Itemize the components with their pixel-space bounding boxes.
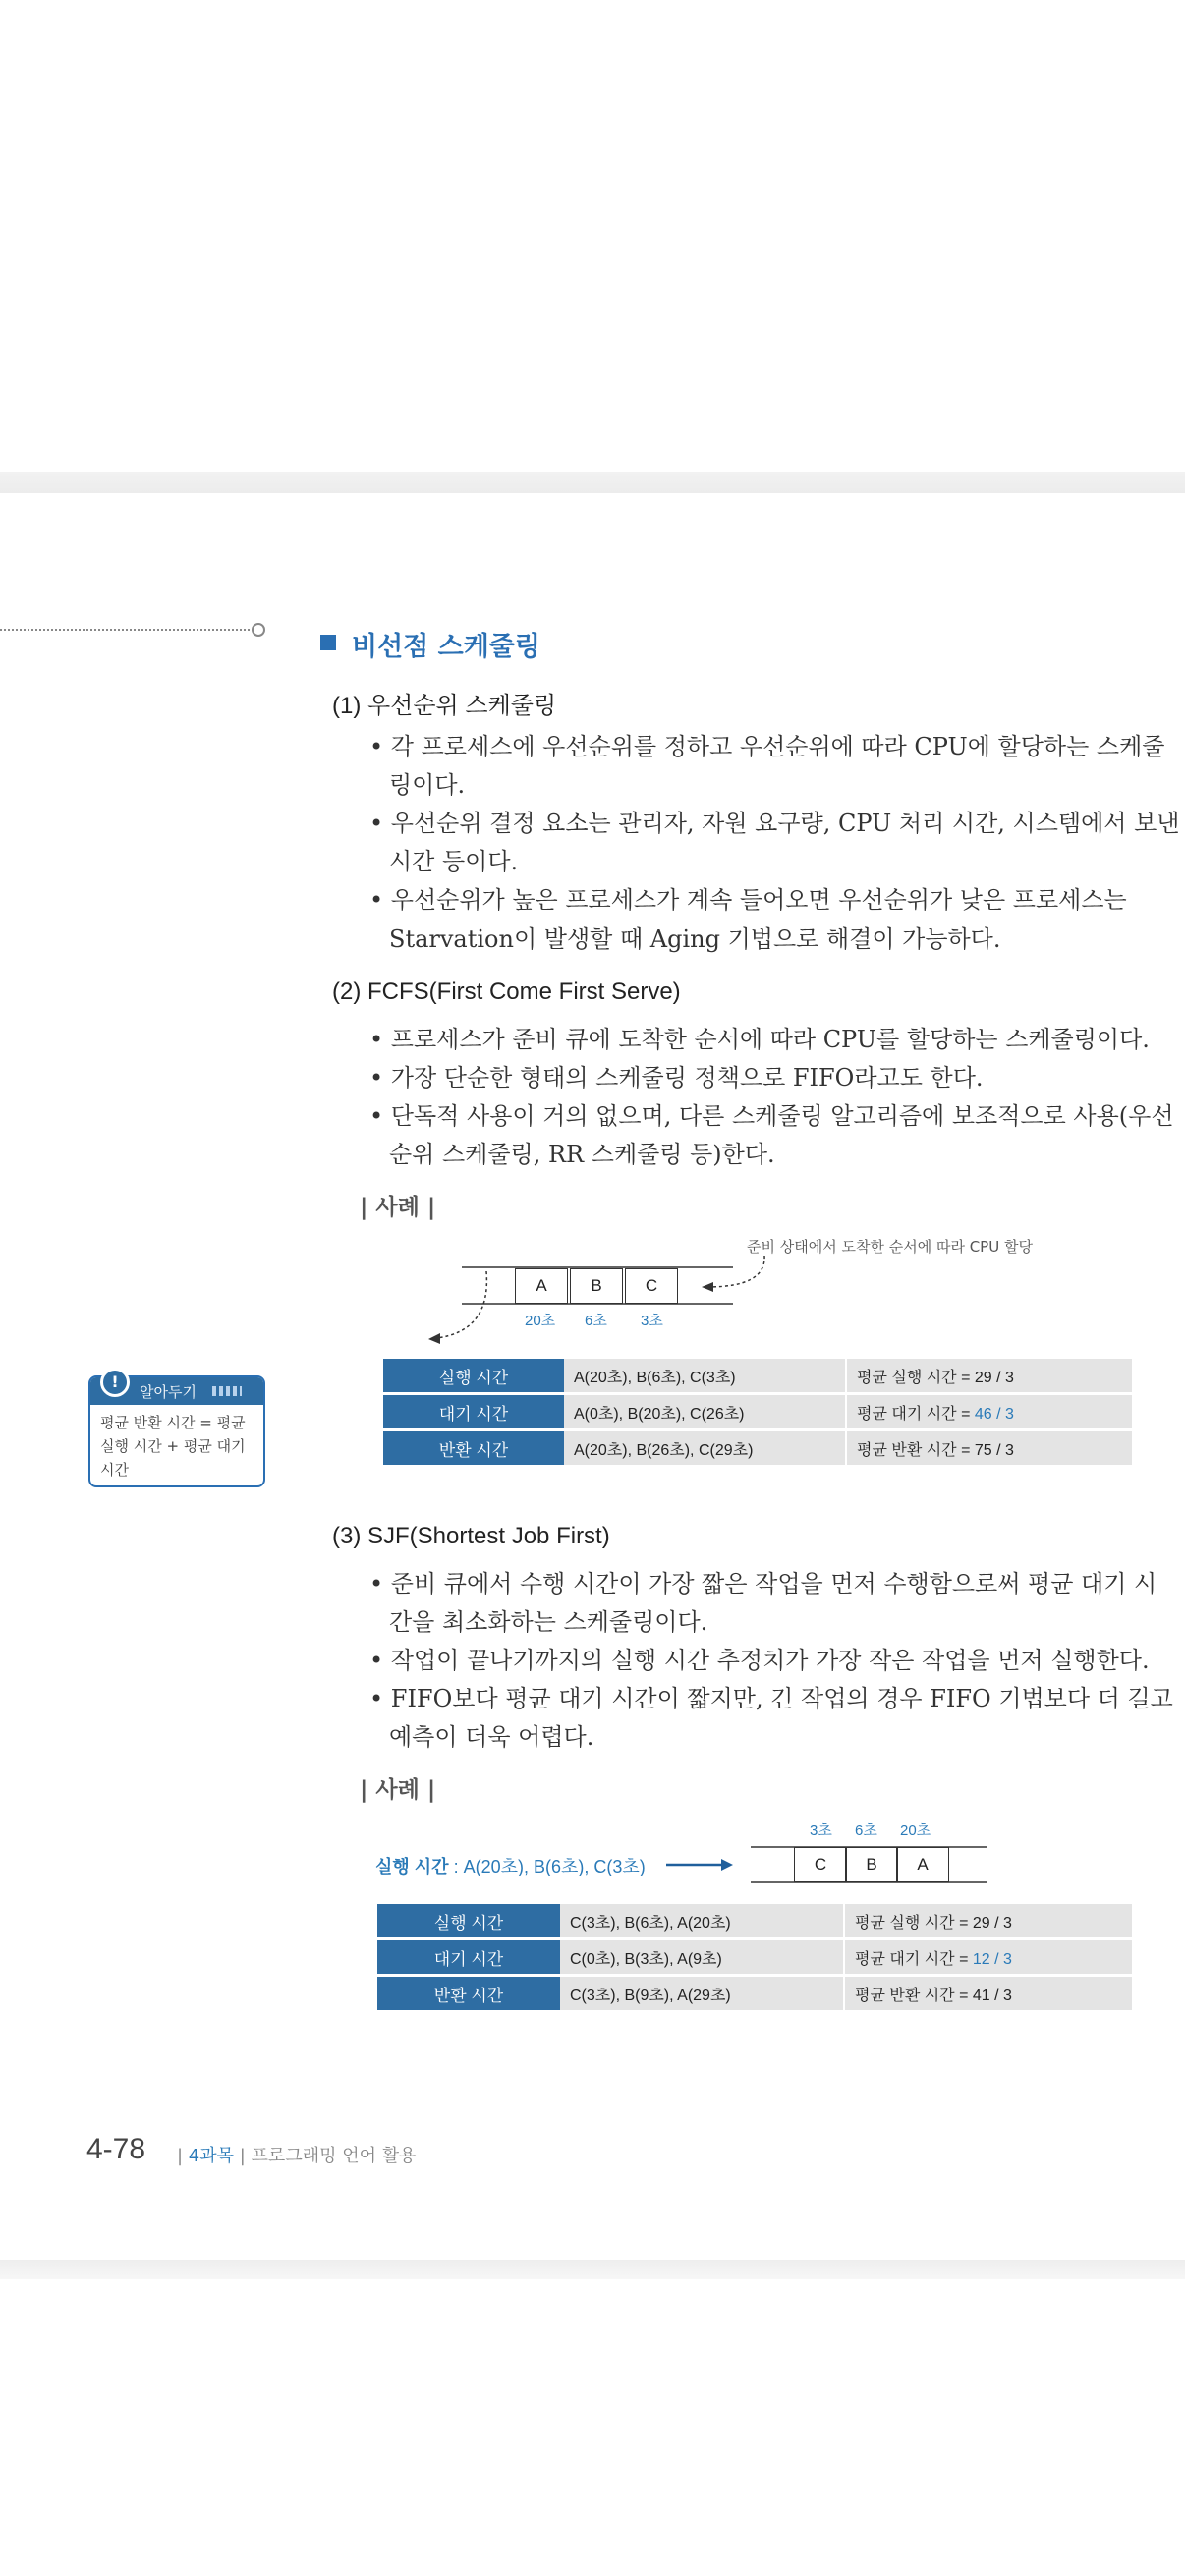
fcfs-bullet-3: • 단독적 사용이 거의 없으며, 다른 스케줄링 알고리즘에 보조적으로 사용(우선 — [369, 1102, 1174, 1130]
row-average: 평균 반환 시간 = 41 / 3 — [845, 1977, 1132, 2010]
row-values: C(3초), B(9초), A(29초) — [560, 1977, 845, 2010]
row-header: 실행 시간 — [377, 1904, 560, 1937]
row-values: A(20초), B(6초), C(3초) — [564, 1359, 847, 1392]
priority-bullet-1-cont: 링이다. — [389, 771, 466, 799]
top-margin — [0, 0, 1185, 486]
page-edge-top — [0, 472, 1185, 493]
fcfs-heading: (2) FCFS(First Come First Serve) — [332, 979, 681, 1005]
tip-text: 평균 반환 시간 = 평균 실행 시간 + 평균 대기 시간 — [100, 1414, 246, 1479]
dotted-leader-line — [0, 629, 254, 631]
tip-title: 알아두기 — [140, 1383, 197, 1401]
priority-bullet-3-cont: Starvation이 발생할 때 Aging 기법으로 해결이 가능하다. — [389, 925, 1001, 953]
priority-heading: (1) 우선순위 스케줄링 — [332, 693, 557, 719]
table-row — [383, 1395, 1132, 1428]
row-average: 평균 대기 시간 = 46 / 3 — [847, 1395, 1132, 1428]
priority-bullet-3: • 우선순위가 높은 프로세스가 계속 들어오면 우선순위가 낮은 프로세스는 — [369, 886, 1127, 914]
sjf-bullet-3: • FIFO보다 평균 대기 시간이 짧지만, 긴 작업의 경우 FIFO 기법보다 더 길고 — [369, 1685, 1173, 1712]
section-title: 비선점 스케줄링 — [352, 632, 540, 662]
fcfs-case-label: | 사례 | — [360, 1195, 436, 1220]
fcfs-bullet-1: • 프로세스가 준비 큐에 도착한 순서에 따라 CPU를 할당하는 스케줄링이다. — [369, 1026, 1150, 1053]
queue-time: 6초 — [585, 1313, 607, 1329]
lightbulb-icon: ! — [100, 1368, 130, 1397]
sjf-bullet-2: • 작업이 끝나기까지의 실행 시간 추정치가 가장 작은 작업을 먼저 실행한다. — [369, 1647, 1150, 1674]
queue-time: 20초 — [900, 1822, 931, 1839]
queue-cell: A — [896, 1847, 949, 1882]
row-header: 대기 시간 — [383, 1395, 564, 1428]
row-values: A(0초), B(20초), C(26초) — [564, 1395, 847, 1428]
row-average: 평균 실행 시간 = 29 / 3 — [847, 1359, 1132, 1392]
row-values: C(0초), B(3초), A(9초) — [560, 1940, 845, 1974]
queue-time: 20초 — [525, 1313, 556, 1329]
page-edge-bottom — [0, 2260, 1185, 2279]
table-row — [377, 1904, 1132, 1937]
queue-time: 3초 — [810, 1822, 832, 1839]
row-header: 반환 시간 — [383, 1431, 564, 1465]
queue-cell: C — [625, 1268, 678, 1304]
queue-time: 3초 — [641, 1313, 663, 1329]
row-values: A(20초), B(26초), C(29초) — [564, 1431, 847, 1465]
table-row — [383, 1359, 1132, 1392]
row-header: 반환 시간 — [377, 1977, 560, 2010]
row-average: 평균 대기 시간 = 12 / 3 — [845, 1940, 1132, 1974]
leader-circle — [252, 623, 265, 637]
row-values: C(3초), B(6초), A(20초) — [560, 1904, 845, 1937]
page-footer: | 4과목 | 프로그래밍 언어 활용 — [177, 2146, 417, 2166]
table-row — [377, 1977, 1132, 2010]
row-header: 실행 시간 — [383, 1359, 564, 1392]
queue-time: 6초 — [855, 1822, 877, 1839]
section-bullet-square — [320, 635, 336, 650]
table-row — [377, 1940, 1132, 1974]
priority-bullet-1: • 각 프로세스에 우선순위를 정하고 우선순위에 따라 CPU에 할당하는 스케줄 — [369, 733, 1165, 760]
sjf-heading: (3) SJF(Shortest Job First) — [332, 1523, 610, 1549]
sjf-run-times: 실행 시간 : A(20초), B(6초), C(3초) — [375, 1857, 646, 1876]
tip-decoration — [212, 1386, 242, 1396]
queue-cell: A — [515, 1268, 568, 1304]
table-row — [383, 1431, 1132, 1465]
fcfs-bullet-2: • 가장 단순한 형태의 스케줄링 정책으로 FIFO라고도 한다. — [369, 1064, 984, 1092]
row-average: 평균 실행 시간 = 29 / 3 — [845, 1904, 1132, 1937]
sjf-bullet-1: • 준비 큐에서 수행 시간이 가장 짧은 작업을 먼저 수행함으로써 평균 대기 시 — [369, 1570, 1157, 1597]
queue-cell: B — [845, 1847, 898, 1882]
queue-cell: B — [570, 1268, 623, 1304]
tip-box — [88, 1372, 265, 1487]
priority-bullet-2: • 우선순위 결정 요소는 관리자, 자원 요구량, CPU 처리 시간, 시스템에서 보낸 — [369, 810, 1180, 837]
fcfs-table — [383, 1356, 1132, 1468]
fcfs-bullet-3-cont: 순위 스케줄링, RR 스케줄링 등)한다. — [389, 1141, 775, 1168]
page-number: 4-78 — [86, 2133, 146, 2165]
sjf-case-label: | 사례 | — [360, 1777, 436, 1803]
bottom-margin — [0, 2279, 1185, 2576]
sjf-bullet-3-cont: 예측이 더욱 어렵다. — [389, 1723, 594, 1751]
priority-bullet-2-cont: 시간 등이다. — [389, 848, 519, 875]
sjf-table — [377, 1901, 1132, 2013]
row-header: 대기 시간 — [377, 1940, 560, 1974]
queue-cell: C — [794, 1847, 847, 1882]
fcfs-queue-note: 준비 상태에서 도착한 순서에 따라 CPU 할당 — [747, 1238, 1033, 1256]
sjf-bullet-1-cont: 간을 최소화하는 스케줄링이다. — [389, 1608, 708, 1636]
row-average: 평균 반환 시간 = 75 / 3 — [847, 1431, 1132, 1465]
